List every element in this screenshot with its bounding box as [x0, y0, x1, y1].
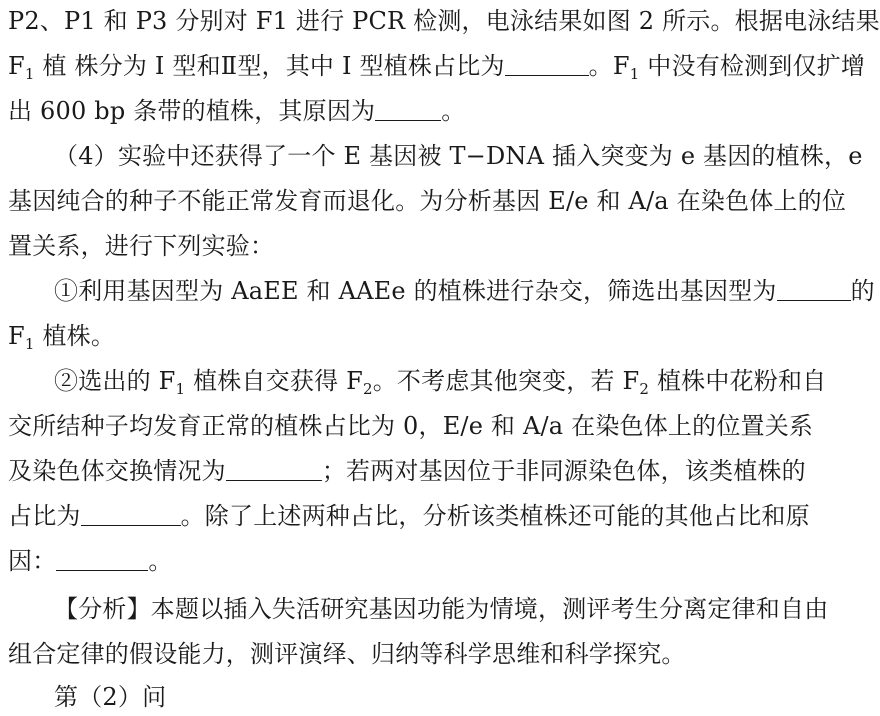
- subscript: 1: [175, 380, 186, 398]
- text-segment: 出 600 bp 条带的植株，其原因为: [8, 97, 376, 125]
- text-segment: 。除了上述两种占比，分析该类植株还可能的其他占比和原: [180, 502, 810, 530]
- answer-blank: [505, 53, 589, 76]
- subscript: 2: [639, 380, 650, 398]
- text-line-5: [8, 186, 846, 216]
- text-segment: 占比为: [8, 502, 81, 530]
- text-segment: ②选出的 F: [54, 367, 176, 395]
- text-line-8: [8, 321, 115, 359]
- text-segment: ；若两对基因位于非同源染色体，该类植株的: [321, 457, 806, 485]
- subscript: 1: [24, 65, 35, 83]
- text-segment: F: [8, 322, 25, 350]
- text-line-4: [54, 141, 863, 171]
- text-line-7: [54, 276, 875, 306]
- text-segment: 交所结种子均发育正常的植株占比为 0，E/e 和 A/a 在染色体上的位置关系: [8, 412, 814, 440]
- text-segment: 植 株分为 I 型和Ⅱ型，其中 I 型植株占比为: [34, 52, 505, 80]
- text-line-2: [8, 51, 865, 89]
- text-segment: P2、P1 和 P3 分别对 F1 进行 PCR 检测，电泳结果如图 2 所示。根据电泳结果: [8, 7, 880, 35]
- text-segment: 植株自交获得 F: [185, 367, 363, 395]
- text-segment: 置关系，进行下列实验：: [8, 232, 275, 260]
- text-line-12: [8, 501, 810, 531]
- text-segment: 植株。: [34, 322, 116, 350]
- text-segment: 的: [850, 277, 875, 305]
- text-segment: 中没有检测到仅扩增: [639, 52, 866, 80]
- subscript: 1: [629, 65, 640, 83]
- answer-blank: [375, 98, 441, 121]
- text-line-13: [8, 546, 173, 576]
- section-heading: [54, 682, 166, 712]
- text-segment: 。不考虑其他突变，若 F: [372, 367, 640, 395]
- answer-blank: [56, 548, 148, 571]
- text-line-10: [8, 411, 813, 441]
- text-segment: （4）实验中还获得了一个 E 基因被 T−DNA 插入突变为 e 基因的植株，e: [54, 142, 863, 170]
- text-line-11: [8, 456, 806, 486]
- text-segment: 基因纯合的种子不能正常发育而退化。为分析基因 E/e 和 A/a 在染色体上的位: [8, 187, 847, 215]
- analysis-line-2: [8, 639, 686, 669]
- document-page: [8, 0, 880, 716]
- text-segment: 。: [148, 547, 173, 575]
- text-segment: 植株中花粉和自: [649, 367, 827, 395]
- text-segment: 组合定律的假设能力，测评演绎、归纳等科学思维和科学探究。: [8, 640, 686, 668]
- answer-blank: [226, 458, 322, 481]
- text-line-6: [8, 231, 274, 261]
- text-line-1: [8, 6, 880, 36]
- text-line-3: [8, 96, 465, 126]
- text-line-9: [54, 366, 826, 404]
- text-segment: 。F: [588, 52, 630, 80]
- answer-blank: [81, 503, 181, 526]
- text-segment: 因：: [8, 547, 57, 575]
- text-segment: F: [8, 52, 25, 80]
- text-segment: 。: [441, 97, 466, 125]
- subscript: 2: [362, 380, 373, 398]
- subscript: 1: [24, 335, 35, 353]
- analysis-line-1: [54, 594, 828, 624]
- text-segment: 及染色体交换情况为: [8, 457, 226, 485]
- answer-blank: [777, 278, 851, 301]
- text-segment: 第（2）问: [54, 683, 167, 711]
- text-segment: ①利用基因型为 AaEE 和 AAEe 的植株进行杂交，筛选出基因型为: [54, 277, 777, 305]
- text-segment: 【分析】本题以插入失活研究基因功能为情境，测评考生分离定律和自由: [54, 595, 829, 623]
